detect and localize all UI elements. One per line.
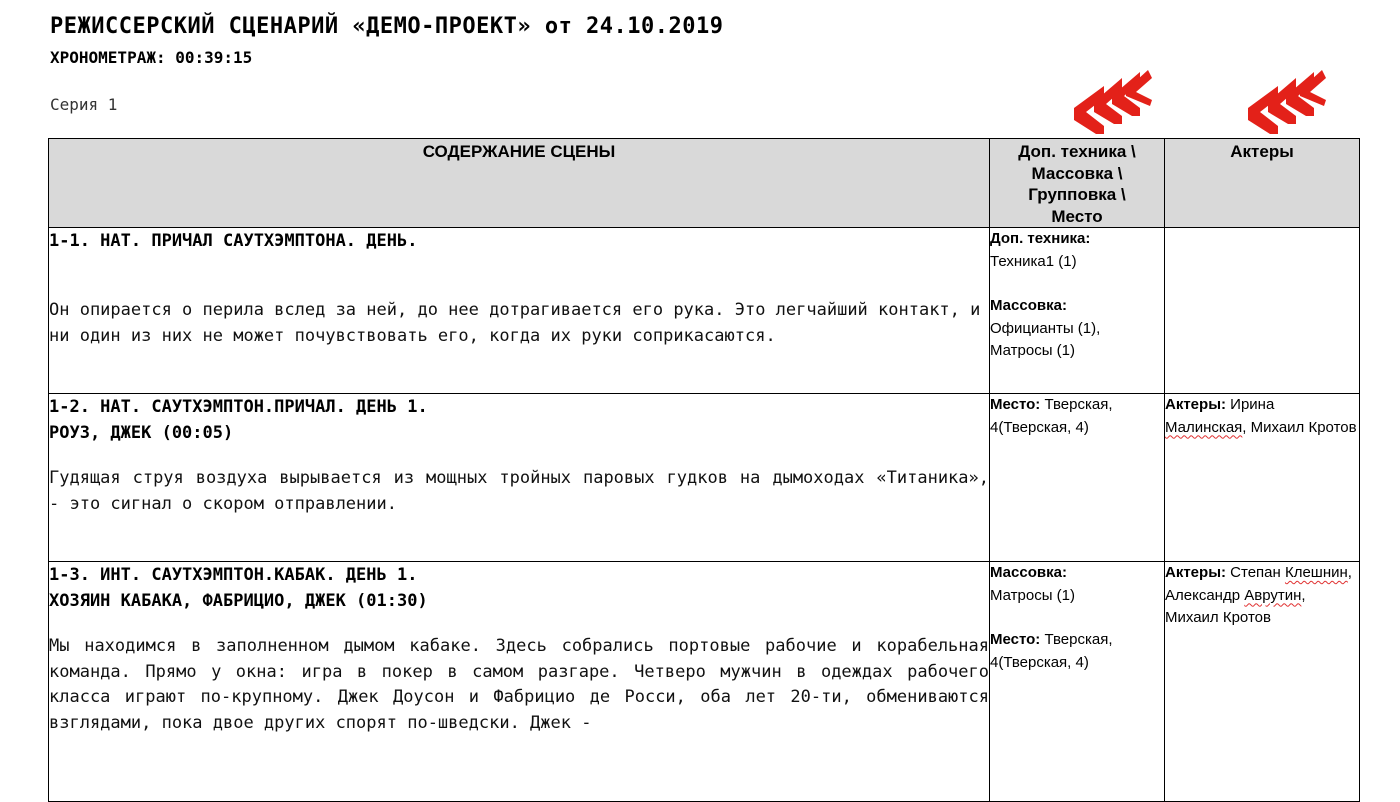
actor-name: Михаил Кротов xyxy=(1250,418,1357,436)
actor-name: Михаил Кротов xyxy=(1165,609,1271,626)
table-row xyxy=(49,394,1360,562)
scene-extra-cell xyxy=(990,394,1165,562)
scene-text: Он опирается о перила вслед за ней, до нее дотрагивается его рука. Это легчайший контакт, и ни один из них не может почувствовать его, когда их руки соприкасаются. xyxy=(49,300,981,346)
crowd-label: Массовка: xyxy=(990,564,1067,581)
actor-last-name: Аврутин xyxy=(1244,586,1302,604)
scene-heading-line2: ХОЗЯИН КАБАКА, ФАБРИЦИО, ДЖЕК (01:30) xyxy=(49,591,428,611)
scene-content-cell xyxy=(49,394,990,562)
place-label: Место: xyxy=(990,396,1041,413)
crowd-block xyxy=(990,562,1164,607)
crowd-value: Официанты (1), Матросы (1) xyxy=(990,319,1101,359)
scene-actors-cell xyxy=(1165,228,1360,394)
actors-label: Актеры: xyxy=(1165,396,1226,413)
place-value: Тверская, 4(Тверская, 4) xyxy=(990,631,1113,671)
header-extra-resources: Доп. техника \ Массовка \ Групповка \ Место xyxy=(990,139,1165,228)
scene-extra-cell xyxy=(990,228,1165,394)
scene-text: Мы находимся в заполненном дымом кабаке. Здесь собрались портовые рабочие и корабельная команда. Прямо у окна: игра в покер в самом разгаре. Четверо мужчин в одеждах рабочего класса играют по-крупному. Джек Доусон и Фабрицио де Росси, оба лет 20-ти, обмениваются взглядами, пока двое других спорят по-шведски. Джек - xyxy=(49,636,989,733)
table-header-row xyxy=(49,139,1360,228)
scene-actors-cell: Актеры: Ирина Малинская, Михаил Кротов xyxy=(1165,394,1360,562)
table-row xyxy=(49,562,1360,802)
tech-value: Техника1 (1) xyxy=(990,252,1077,270)
place-block xyxy=(990,394,1164,439)
place-value: Тверская, 4(Тверская, 4) xyxy=(990,396,1113,436)
red-chevron-logo-icon xyxy=(1248,68,1326,134)
scene-content-cell xyxy=(49,562,990,802)
actor-last-name: Малинская xyxy=(1165,418,1243,436)
actors-label: Актеры: xyxy=(1165,564,1226,581)
table-row xyxy=(49,228,1360,394)
actor-first-name: Ирина xyxy=(1230,396,1275,413)
scene-content-cell xyxy=(49,228,990,394)
actor-first-name: Александр xyxy=(1165,586,1241,604)
actor-first-name: Степан xyxy=(1230,564,1281,581)
series-label: Серия 1 xyxy=(50,95,118,114)
scene-extra-cell xyxy=(990,562,1165,802)
script-table xyxy=(48,138,1360,802)
scene-actors-cell: Актеры: Степан Клешнин, Александр Аврутин, Михаил Кротов xyxy=(1165,562,1360,802)
crowd-label: Массовка: xyxy=(990,297,1067,314)
place-label: Место: xyxy=(990,631,1041,648)
tech-label: Доп. техника: xyxy=(990,230,1091,247)
scene-heading: 1-1. НАТ. ПРИЧАЛ САУТХЭМПТОНА. ДЕНЬ. xyxy=(49,231,418,251)
crowd-block xyxy=(990,295,1164,363)
document-title: РЕЖИССЕРСКИЙ СЦЕНАРИЙ «ДЕМО-ПРОЕКТ» от 24.10.2019 xyxy=(50,14,724,39)
scene-heading-line1: 1-3. ИНТ. САУТХЭМПТОН.КАБАК. ДЕНЬ 1. xyxy=(49,565,418,585)
scene-heading-line2: РОУЗ, ДЖЕК (00:05) xyxy=(49,423,234,443)
tech-block xyxy=(990,228,1164,273)
place-block xyxy=(990,629,1164,674)
scene-heading-line1: 1-2. НАТ. САУТХЭМПТОН.ПРИЧАЛ. ДЕНЬ 1. xyxy=(49,397,428,417)
header-actors: Актеры xyxy=(1165,139,1360,228)
red-chevron-logo-icon xyxy=(1074,68,1152,134)
scene-text: Гудящая струя воздуха вырывается из мощных тройных паровых гудков на дымоходах «Титаника», - это сигнал о скором отправлении. xyxy=(49,468,989,514)
crowd-value: Матросы (1) xyxy=(990,586,1076,604)
actor-last-name: Клешнин xyxy=(1284,564,1348,581)
header-scene-content: СОДЕРЖАНИЕ СЦЕНЫ xyxy=(49,139,990,228)
document-duration: ХРОНОМЕТРАЖ: 00:39:15 xyxy=(50,48,253,67)
